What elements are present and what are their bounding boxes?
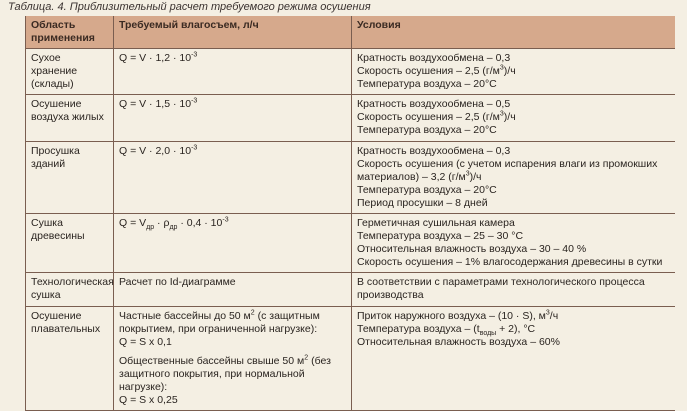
table-row [26, 142, 675, 214]
table-row [26, 214, 675, 273]
header-moisture: Требуемый влагосъем, л/ч [114, 16, 352, 49]
formula-cell: $Q = V \cdot 1,2 \cdot 10^{-3}$ [114, 49, 352, 95]
area-cell: Технологическая сушка [26, 273, 114, 307]
header-row [26, 16, 675, 49]
conditions-cell: Герметичная сушильная камера Температура воздуха – 25 – 30 °C Относительная влажность воздуха – 30 – 40 % Скорость осушения – 1% влагосодержания древесины в сутки [352, 214, 675, 273]
header-conditions: Условия [352, 16, 675, 49]
area-cell: Сушка древесины [26, 214, 114, 273]
area-cell: Сухое хранение (склады) [26, 49, 114, 95]
table-row [26, 307, 675, 411]
conditions-cell: Кратность воздухообмена – 0,3 Скорость осушения – 2,5 $(г/м^3)/ч$ Температура воздуха – 20°C [352, 49, 675, 95]
conditions-cell: Кратность воздухообмена – 0,5 Скорость осушения – 2,5 $(г/м^3)/ч$ Температура воздуха – 20°C [352, 95, 675, 142]
formula-cell: $Q = V \cdot 2,0 \cdot 10^{-3}$ [114, 142, 352, 214]
area-cell: Просушка зданий [26, 142, 114, 214]
formula-cell: $Q = V \cdot 1,5 \cdot 10^{-3}$ [114, 95, 352, 142]
table-row [26, 95, 675, 142]
conditions-cell: Кратность воздухообмена – 0,3 Скорость осушения (с учетом испарения влаги из промокших материалов) – 3,2 $(г/м^3)/ч$ Температура воздуха – 20°C Период просушки – 8 дней [352, 142, 675, 214]
table-row [26, 273, 675, 307]
area-cell: Осушение плавательных [26, 307, 114, 411]
header-area: Область применения [26, 16, 114, 49]
formula-cell: $Q = V_{др} \cdot \rho_{др} \cdot 0,4 \cdot 10^{-3}$ [114, 214, 352, 273]
conditions-cell: Приток наружного воздуха – (10 · S), $м^3/ч$ Температура воздуха – $(t_{воды} + 2)$, °C Относительная влажность воздуха – 60% [352, 307, 675, 411]
area-cell: Осушение воздуха жилых [26, 95, 114, 142]
formula-cell: Расчет по Id-диаграмме [114, 273, 352, 307]
formula-cell: Частные бассейны до 50 $м^2$ (с защитным покрытием, при ограниченной нагрузке): Q = S x 0,1 Общественные бассейны свыше 50 $м^2$ (без защитного покрытия, при нормальной нагрузке): Q = S x 0,25 [114, 307, 352, 411]
drying-table [25, 16, 675, 411]
table-row [26, 49, 675, 95]
conditions-cell: В соответствии с параметрами технологического процесса производства [352, 273, 675, 307]
table-caption: Таблица. 4. Приблизительный расчет требуемого режима осушения [8, 1, 371, 13]
